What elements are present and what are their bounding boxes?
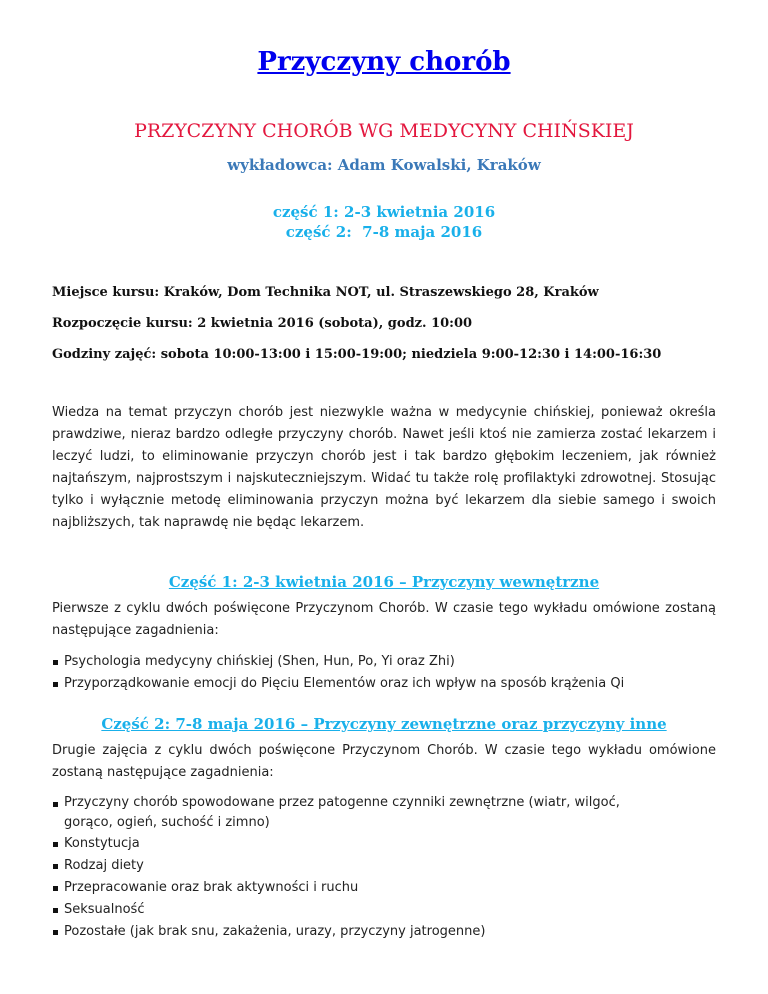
course-hours: Godziny zajęć: sobota 10:00-13:00 i 15:00-19:00; niedziela 9:00-12:30 i 14:00-16:30 bbox=[52, 347, 662, 362]
list-item: Przepracowanie oraz brak aktywności i ruchu bbox=[52, 877, 716, 899]
list-item: Rodzaj diety bbox=[52, 855, 716, 877]
course-place: Miejsce kursu: Kraków, Dom Technika NOT, ul. Straszewskiego 28, Kraków bbox=[52, 285, 599, 300]
list-item: Pozostałe (jak brak snu, zakażenia, urazy, przyczyny jatrogenne) bbox=[52, 921, 716, 943]
list-item: Przyporządkowanie emocji do Pięciu Elementów oraz ich wpływ na sposób krążenia Qi bbox=[52, 673, 716, 695]
lecturer-line: wykładowca: Adam Kowalski, Kraków bbox=[227, 156, 541, 174]
course-start: Rozpoczęcie kursu: 2 kwietnia 2016 (sobota), godz. 10:00 bbox=[52, 316, 473, 331]
section-2-heading[interactable]: Część 2: 7-8 maja 2016 – Przyczyny zewnętrzne oraz przyczyny inne bbox=[101, 715, 667, 733]
section-2-list bbox=[52, 793, 716, 943]
list-item: Konstytucja bbox=[52, 833, 716, 855]
date-part-2: część 2: 7-8 maja 2016 bbox=[285, 223, 483, 241]
section-1-description: Pierwsze z cyklu dwóch poświęcone Przyczynom Chorób. W czasie tego wykładu omówione zostaną następujące zagadnienia: bbox=[52, 601, 716, 638]
course-dates bbox=[0, 202, 768, 242]
list-item: Przyczyny chorób spowodowane przez patogenne czynniki zewnętrzne (wiatr, wilgoć, gorąco, ogień, suchość i zimno) bbox=[52, 793, 716, 833]
list-item: Seksualność bbox=[52, 899, 716, 921]
course-subtitle: PRZYCZYNY CHORÓB WG MEDYCYNY CHIŃSKIEJ bbox=[134, 120, 634, 142]
list-item: Psychologia medycyny chińskiej (Shen, Hun, Po, Yi oraz Zhi) bbox=[52, 651, 716, 673]
section-1-heading[interactable]: Część 1: 2-3 kwietnia 2016 – Przyczyny wewnętrzne bbox=[168, 573, 600, 591]
date-part-1: część 1: 2-3 kwietnia 2016 bbox=[272, 203, 496, 221]
page-title[interactable]: Przyczyny chorób bbox=[257, 47, 511, 77]
section-1-list bbox=[52, 651, 716, 695]
section-2-description: Drugie zajęcia z cyklu dwóch poświęcone Przyczynom Chorób. W czasie tego wykładu omówione zostaną następujące zagadnienia: bbox=[52, 743, 716, 780]
intro-paragraph: Wiedza na temat przyczyn chorób jest niezwykle ważna w medycynie chińskiej, ponieważ określa prawdziwe, nieraz bardzo odległe przyczyny chorób. Nawet jeśli ktoś nie zamierza zostać lekarzem i leczyć ludzi, to eliminowanie przyczyn chorób jest i tak bardzo głębokim leczeniem, jak również najtańszym, najprostszym i najskuteczniejszym. Widać tu także rolę profilaktyki zdrowotnej. Stosując tylko i wyłącznie metodę eliminowania przyczyn można być lekarzem dla siebie samego i swoich najbliższych, tak naprawdę nie będąc lekarzem. bbox=[52, 405, 716, 530]
